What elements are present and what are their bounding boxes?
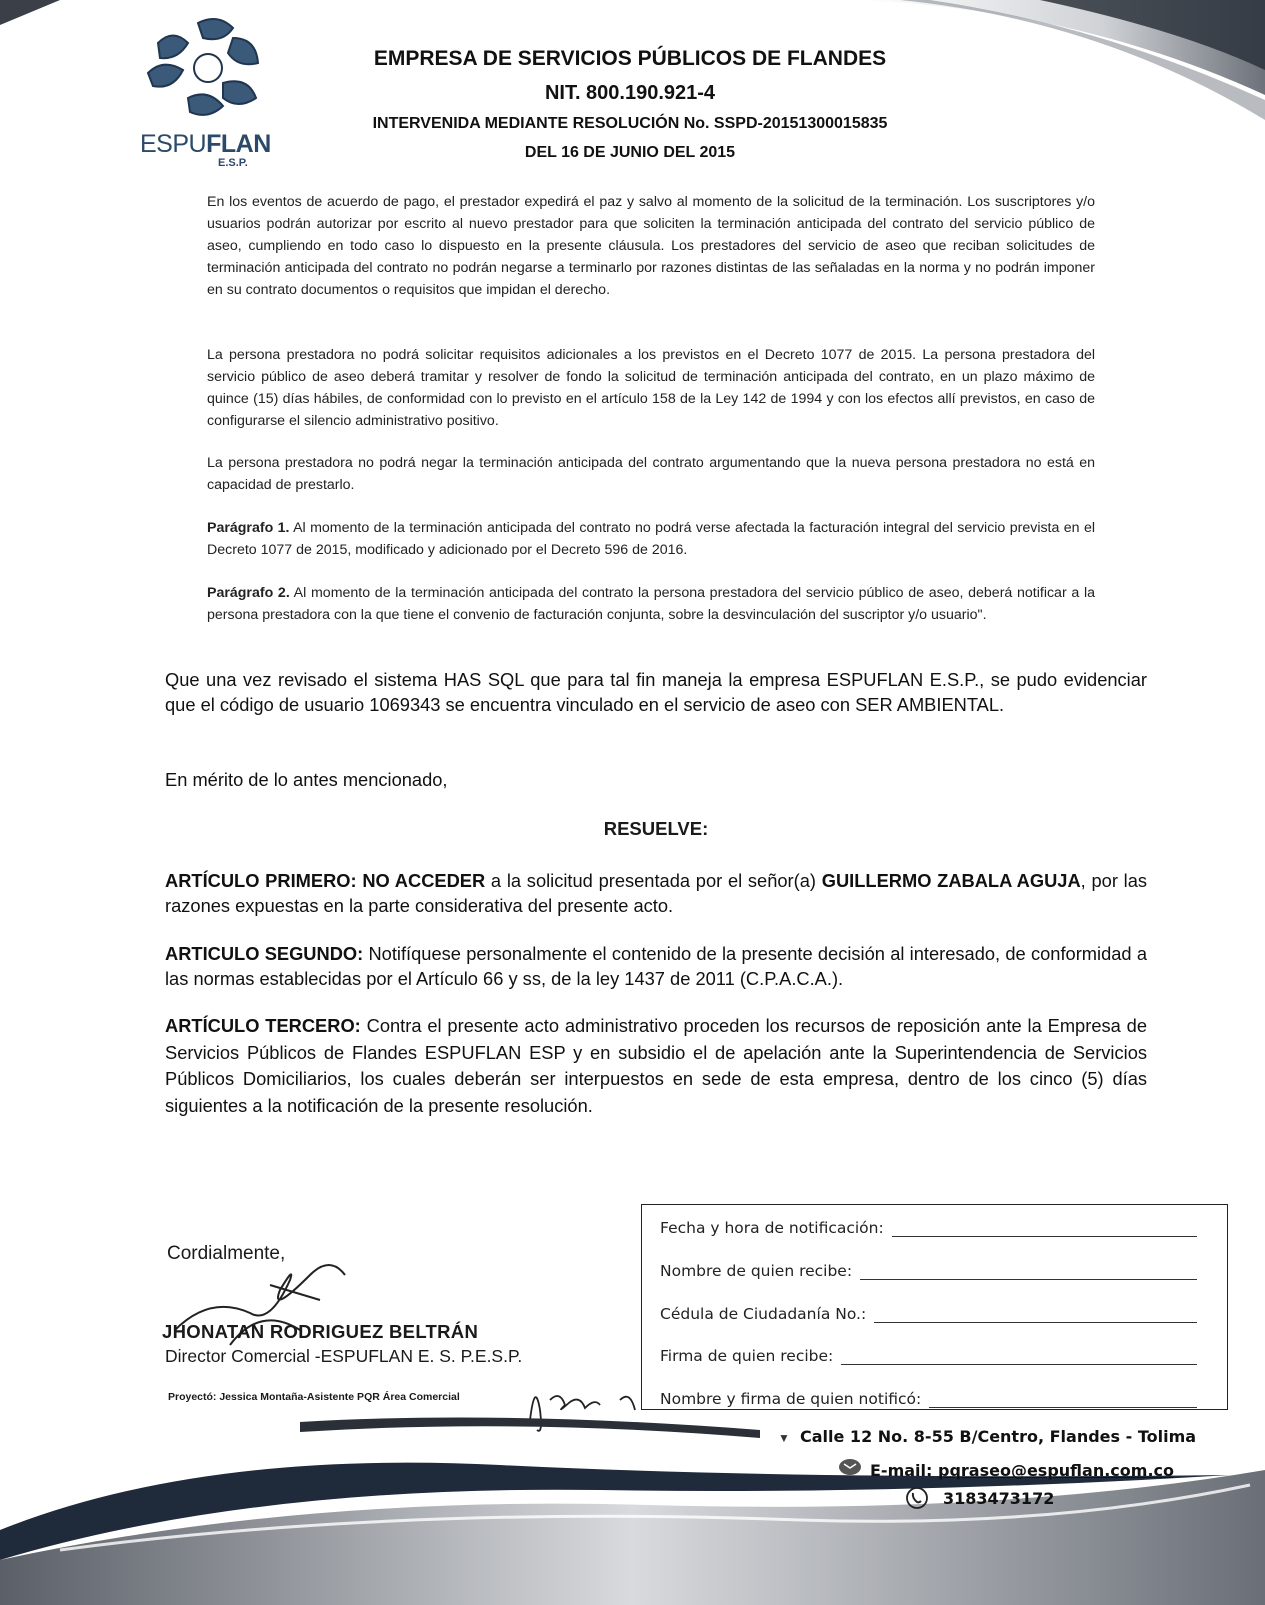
article-second-text: Notifíquese personalmente el contenido de la presente decisión al interesado, de conformidad a las normas establecidas por el Artículo 66 y ss, de la ley 1437 de 2011 (C.P.A.C.A.). xyxy=(165,943,1147,989)
location-pin-icon: ▼ xyxy=(778,1431,790,1445)
footer-address: Calle 12 No. 8-55 B/Centro, Flandes - Tolima xyxy=(800,1427,1197,1446)
logo-wordmark: ESPUFLAN xyxy=(140,130,271,158)
receiver-name-field[interactable] xyxy=(660,1258,1197,1280)
notifier-field[interactable] xyxy=(660,1386,1197,1408)
resolves-heading: RESUELVE: xyxy=(603,818,709,839)
article-first-label: ARTÍCULO PRIMERO: NO ACCEDER xyxy=(165,870,486,891)
article-second-label: ARTICULO SEGUNDO: xyxy=(165,943,364,964)
signer-title: Director Comercial -ESPUFLAN E. S. P.E.S.P. xyxy=(165,1346,523,1366)
receiver-signature-line xyxy=(841,1348,1197,1365)
notifier-line xyxy=(929,1391,1197,1408)
paragraph-two xyxy=(207,582,1095,626)
resolution-date: DEL 16 DE JUNIO DEL 2015 xyxy=(524,144,736,161)
article-second xyxy=(165,941,1147,991)
article-third-text: Contra el presente acto administrativo proceden los recursos de reposición ante la Empresa de Servicios Públicos de Flandes ESPUFLAN ESP y en subsidio el de apelación ante la Superintendencia de Servicios Públicos Domiciliarios, los cuales deberán ser interpuestos en sede de esta empresa, dentro de los cinco (5) días siguientes a la notificación de la presente resolución. xyxy=(165,1015,1147,1116)
closing-salutation: Cordialmente, xyxy=(167,1243,286,1264)
receiver-name-line xyxy=(860,1263,1197,1280)
notifier-label: Nombre y firma de quien notificó: xyxy=(660,1390,922,1408)
company-title: EMPRESA DE SERVICIOS PÚBLICOS DE FLANDES xyxy=(373,47,887,70)
notification-date-label: Fecha y hora de notificación: xyxy=(660,1219,884,1237)
paragraph-two-label: Parágrafo 2. xyxy=(207,585,290,601)
logo-esp-suffix: E.S.P. xyxy=(218,157,248,169)
signer-name: JHONATAN RODRIGUEZ BELTRÁN xyxy=(162,1321,479,1342)
receiver-signature-field[interactable] xyxy=(660,1343,1197,1365)
email-label: E-mail: xyxy=(870,1461,938,1480)
receiver-id-field[interactable] xyxy=(660,1301,1197,1323)
notification-date-line xyxy=(892,1220,1197,1237)
article-first-text-a: a la solicitud presentada por el señor(a) xyxy=(485,870,822,891)
paragraph-one-label: Parágrafo 1. xyxy=(207,520,290,536)
mail-icon xyxy=(838,1458,862,1476)
notification-box xyxy=(641,1204,1228,1410)
company-nit: NIT. 800.190.921-4 xyxy=(544,82,716,104)
paragraph-one-text: Al momento de la terminación anticipada del contrato no podrá verse afectada la facturación integral del servicio prevista en el Decreto 1077 de 2015, modificado y adicionado por el Decreto 596 de 2016. xyxy=(207,520,1096,558)
projected-by: Proyectó: Jessica Montaña-Asistente PQR Área Comercial xyxy=(168,1391,460,1403)
article-third-label: ARTÍCULO TERCERO: xyxy=(165,1015,361,1036)
phone-icon xyxy=(905,1486,929,1510)
receiver-id-line xyxy=(874,1306,1197,1323)
notification-date-field[interactable] xyxy=(660,1215,1197,1237)
article-first-text-b: , por las razones expuestas en la parte considerativa del presente acto. xyxy=(165,870,1148,916)
receiver-id-label: Cédula de Ciudadanía No.: xyxy=(660,1305,867,1323)
intervention-resolution: INTERVENIDA MEDIANTE RESOLUCIÓN No. SSPD-20151300015835 xyxy=(372,115,888,132)
article-first xyxy=(165,868,1147,918)
body-paragraph-review: Que una vez revisado el sistema HAS SQL que para tal fin maneja la empresa ESPUFLAN E.S.P., se pudo evidenciar que el código de usuario 1069343 se encuentra vinculado en el servicio de aseo con SER AMBIENTAL. xyxy=(165,669,1147,715)
footer-email xyxy=(870,1461,1174,1480)
paragraph-one xyxy=(207,517,1095,561)
body-paragraph-merit: En mérito de lo antes mencionado, xyxy=(165,769,448,790)
clause-paragraph-3: La persona prestadora no podrá negar la terminación anticipada del contrato argumentando que la nueva persona prestadora no está en capacidad de prestarlo. xyxy=(207,455,1095,493)
receiver-name-label: Nombre de quien recibe: xyxy=(660,1262,853,1280)
clause-paragraph-2: La persona prestadora no podrá solicitar requisitos adicionales a los previstos en el Decreto 1077 de 2015. La persona prestadora del servicio público de aseo deberá tramitar y resolver de fondo la solicitud de terminación anticipada del contrato, en un plazo máximo de quince (15) días hábiles, de conformidad con lo previsto en el artículo 158 de la Ley 142 de 1994 y con los efectos allí previstos, en caso de configurarse el silencio administrativo positivo. xyxy=(207,347,1095,429)
email-link[interactable]: pqraseo@espuflan.com.co xyxy=(937,1461,1174,1480)
footer-phone: 3183473172 xyxy=(943,1489,1055,1508)
requester-name: GUILLERMO ZABALA AGUJA xyxy=(821,870,1081,891)
paragraph-two-text: Al momento de la terminación anticipada del contrato la persona prestadora del servicio público de aseo, deberá notificar a la persona prestadora con la que tiene el convenio de facturación conjunta, sobre la desvinculación del suscriptor y/o usuario". xyxy=(207,585,1095,623)
receiver-signature-label: Firma de quien recibe: xyxy=(660,1347,834,1365)
article-third xyxy=(165,1013,1147,1119)
clause-paragraph-1: En los eventos de acuerdo de pago, el prestador expedirá el paz y salvo al momento de la solicitud de la terminación. Los suscriptores y/o usuarios podrán autorizar por escrito al nuevo prestador para que soliciten la terminación anticipada del contrato del servicio público de aseo, cumpliendo en todo caso lo dispuesto en la presente cláusula. Los prestadores del servicio de aseo que reciban solicitudes de terminación anticipada del contrato no podrán negarse a terminarlo por razones distintas de las señaladas en la norma y no podrán imponer en su contrato documentos o requisitos que impidan el derecho. xyxy=(207,194,1095,298)
